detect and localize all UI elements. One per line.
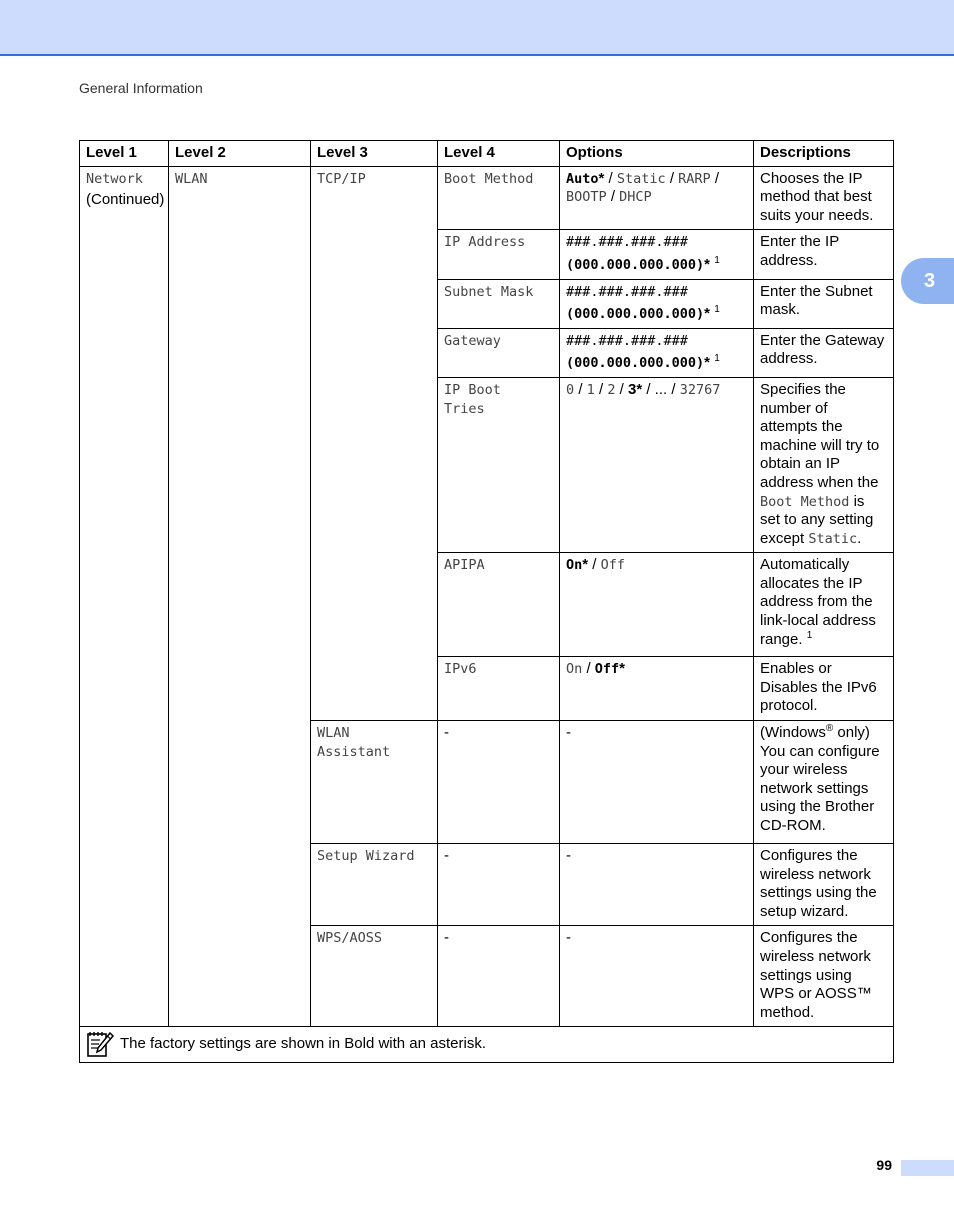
opt-static: Static [616, 170, 666, 187]
gateway-desc: Enter the Gateway address. [754, 328, 894, 377]
separator: / [586, 660, 591, 678]
ip-boot-tries-name-1: IP Boot [444, 381, 501, 398]
note-row [80, 1027, 894, 1063]
apipa-desc-text: Automatically allocates the IP address from the link-local address range. [760, 556, 876, 648]
separator: / [598, 380, 604, 398]
separator: / [578, 380, 583, 398]
header-level2: Level 2 [169, 141, 311, 167]
boot-method-desc: Chooses the IP method that best suits your needs. [754, 166, 894, 230]
opt-0: 0 [566, 381, 575, 398]
note-pencil-icon [86, 1030, 114, 1058]
default-asterisk: * [704, 305, 711, 323]
gateway-default: (000.000.000.000) [566, 355, 705, 372]
ipv6-desc: Enables or Disables the IPv6 protocol. [754, 657, 894, 721]
page-number: 99 [876, 1157, 892, 1173]
opt-rarp: RARP [678, 170, 711, 187]
desc-end: . [857, 529, 862, 547]
desc-code-boot-method: Boot Method [760, 493, 850, 510]
wps-aoss-desc: Configures the wireless network settings using WPS or AOSS™ method. [754, 926, 894, 1027]
separator: / [608, 169, 613, 187]
wlan-assistant-level4: - [438, 721, 560, 844]
opt-1: 1 [586, 381, 595, 398]
opt-3-default: 3 [627, 380, 637, 398]
ip-address-options [560, 230, 754, 279]
header-level3: Level 3 [311, 141, 438, 167]
level3-tcpip: TCP/IP [317, 170, 366, 187]
wlan-assistant-desc-pre: (Windows [760, 724, 826, 742]
top-header-band [0, 0, 954, 56]
opt-ellipsis: ... [654, 380, 668, 398]
opt-dhcp: DHCP [619, 189, 652, 206]
footnote-mark: 1 [714, 353, 720, 365]
opt-max: 32767 [679, 381, 721, 398]
default-asterisk: * [598, 169, 605, 187]
ip-address-format: ###.###.###.### [566, 234, 688, 251]
note-text: The factory settings are shown in Bold with an asterisk. [120, 1035, 487, 1053]
level1-note: (Continued) [86, 191, 165, 209]
page-footer-bar [901, 1160, 954, 1176]
separator: / [610, 188, 615, 206]
gateway-options [560, 328, 754, 377]
gateway-format: ###.###.###.### [566, 332, 688, 349]
ip-address-name: IP Address [444, 234, 526, 251]
default-asterisk: * [619, 660, 626, 678]
separator: / [671, 380, 676, 398]
opt-auto: Auto [566, 170, 599, 187]
level2-name: WLAN [175, 170, 208, 187]
footnote-mark: 1 [714, 304, 720, 316]
level3-tcpip-cell [311, 166, 438, 720]
ip-address-desc: Enter the IP address. [754, 230, 894, 279]
wps-aoss-name: WPS/AOSS [317, 930, 383, 947]
header-options: Options [560, 141, 754, 167]
level1-cell [80, 166, 169, 1027]
table-header-row [80, 141, 894, 167]
default-asterisk: * [582, 556, 589, 574]
header-level1: Level 1 [80, 141, 169, 167]
separator: / [669, 169, 674, 187]
ip-address-default: (000.000.000.000) [566, 256, 705, 273]
chapter-tab: 3 [901, 258, 954, 304]
ip-boot-tries-options [560, 377, 754, 552]
opt-off: Off [600, 557, 626, 574]
footnote-mark: 1 [806, 629, 813, 641]
subnet-mask-name: Subnet Mask [444, 283, 534, 300]
separator: / [592, 556, 597, 574]
apipa-options [560, 553, 754, 657]
wps-aoss-options: - [560, 926, 754, 1027]
ip-boot-tries-desc [754, 377, 894, 552]
boot-method-name: Boot Method [444, 170, 534, 187]
wps-aoss-level4: - [438, 926, 560, 1027]
ip-boot-tries-name-2: Tries [444, 400, 485, 417]
ipv6-options [560, 657, 754, 721]
apipa-name: APIPA [444, 557, 485, 574]
opt-on-default: On [566, 557, 583, 574]
ip-boot-tries-desc-mid: is set to any setting except [760, 492, 874, 547]
subnet-mask-default: (000.000.000.000) [566, 306, 705, 323]
boot-method-options [560, 166, 754, 230]
default-asterisk: * [636, 380, 643, 398]
separator: / [619, 380, 624, 398]
wlan-assistant-name-2: Assistant [317, 743, 391, 760]
separator: / [714, 169, 720, 187]
ip-boot-tries-desc-pre: Specifies the number of attempts the machine will try to obtain an IP address when the [760, 380, 880, 491]
opt-bootp: BOOTP [566, 189, 607, 206]
opt-off-default: Off [594, 661, 620, 678]
wlan-assistant-options: - [560, 721, 754, 844]
section-label: General Information [79, 80, 203, 96]
footnote-mark: 1 [714, 254, 720, 266]
setup-wizard-desc: Configures the wireless network settings using the setup wizard. [754, 844, 894, 926]
apipa-desc [754, 553, 894, 657]
setup-wizard-name: Setup Wizard [317, 848, 415, 865]
default-asterisk: * [704, 354, 711, 372]
wlan-assistant-name-1: WLAN [317, 725, 350, 742]
level1-name: Network [86, 170, 143, 187]
level2-cell [169, 166, 311, 1027]
subnet-mask-desc: Enter the Subnet mask. [754, 279, 894, 328]
opt-on: On [566, 661, 583, 678]
setup-wizard-options: - [560, 844, 754, 926]
separator: / [646, 380, 651, 398]
subnet-mask-options [560, 279, 754, 328]
header-descriptions: Descriptions [754, 141, 894, 167]
subnet-mask-format: ###.###.###.### [566, 283, 688, 300]
setup-wizard-level4: - [438, 844, 560, 926]
menu-settings-table [79, 140, 894, 1063]
default-asterisk: * [704, 255, 711, 273]
wlan-assistant-desc [754, 721, 894, 844]
table-row [80, 166, 894, 230]
desc-code-static: Static [808, 530, 858, 547]
opt-2: 2 [607, 381, 616, 398]
ipv6-name: IPv6 [444, 661, 477, 678]
gateway-name: Gateway [444, 332, 501, 349]
wlan-assistant-desc-post: only) You can configure your wireless network settings using the Brother CD-ROM. [760, 724, 880, 835]
header-level4: Level 4 [438, 141, 560, 167]
registered-mark: ® [825, 723, 834, 735]
